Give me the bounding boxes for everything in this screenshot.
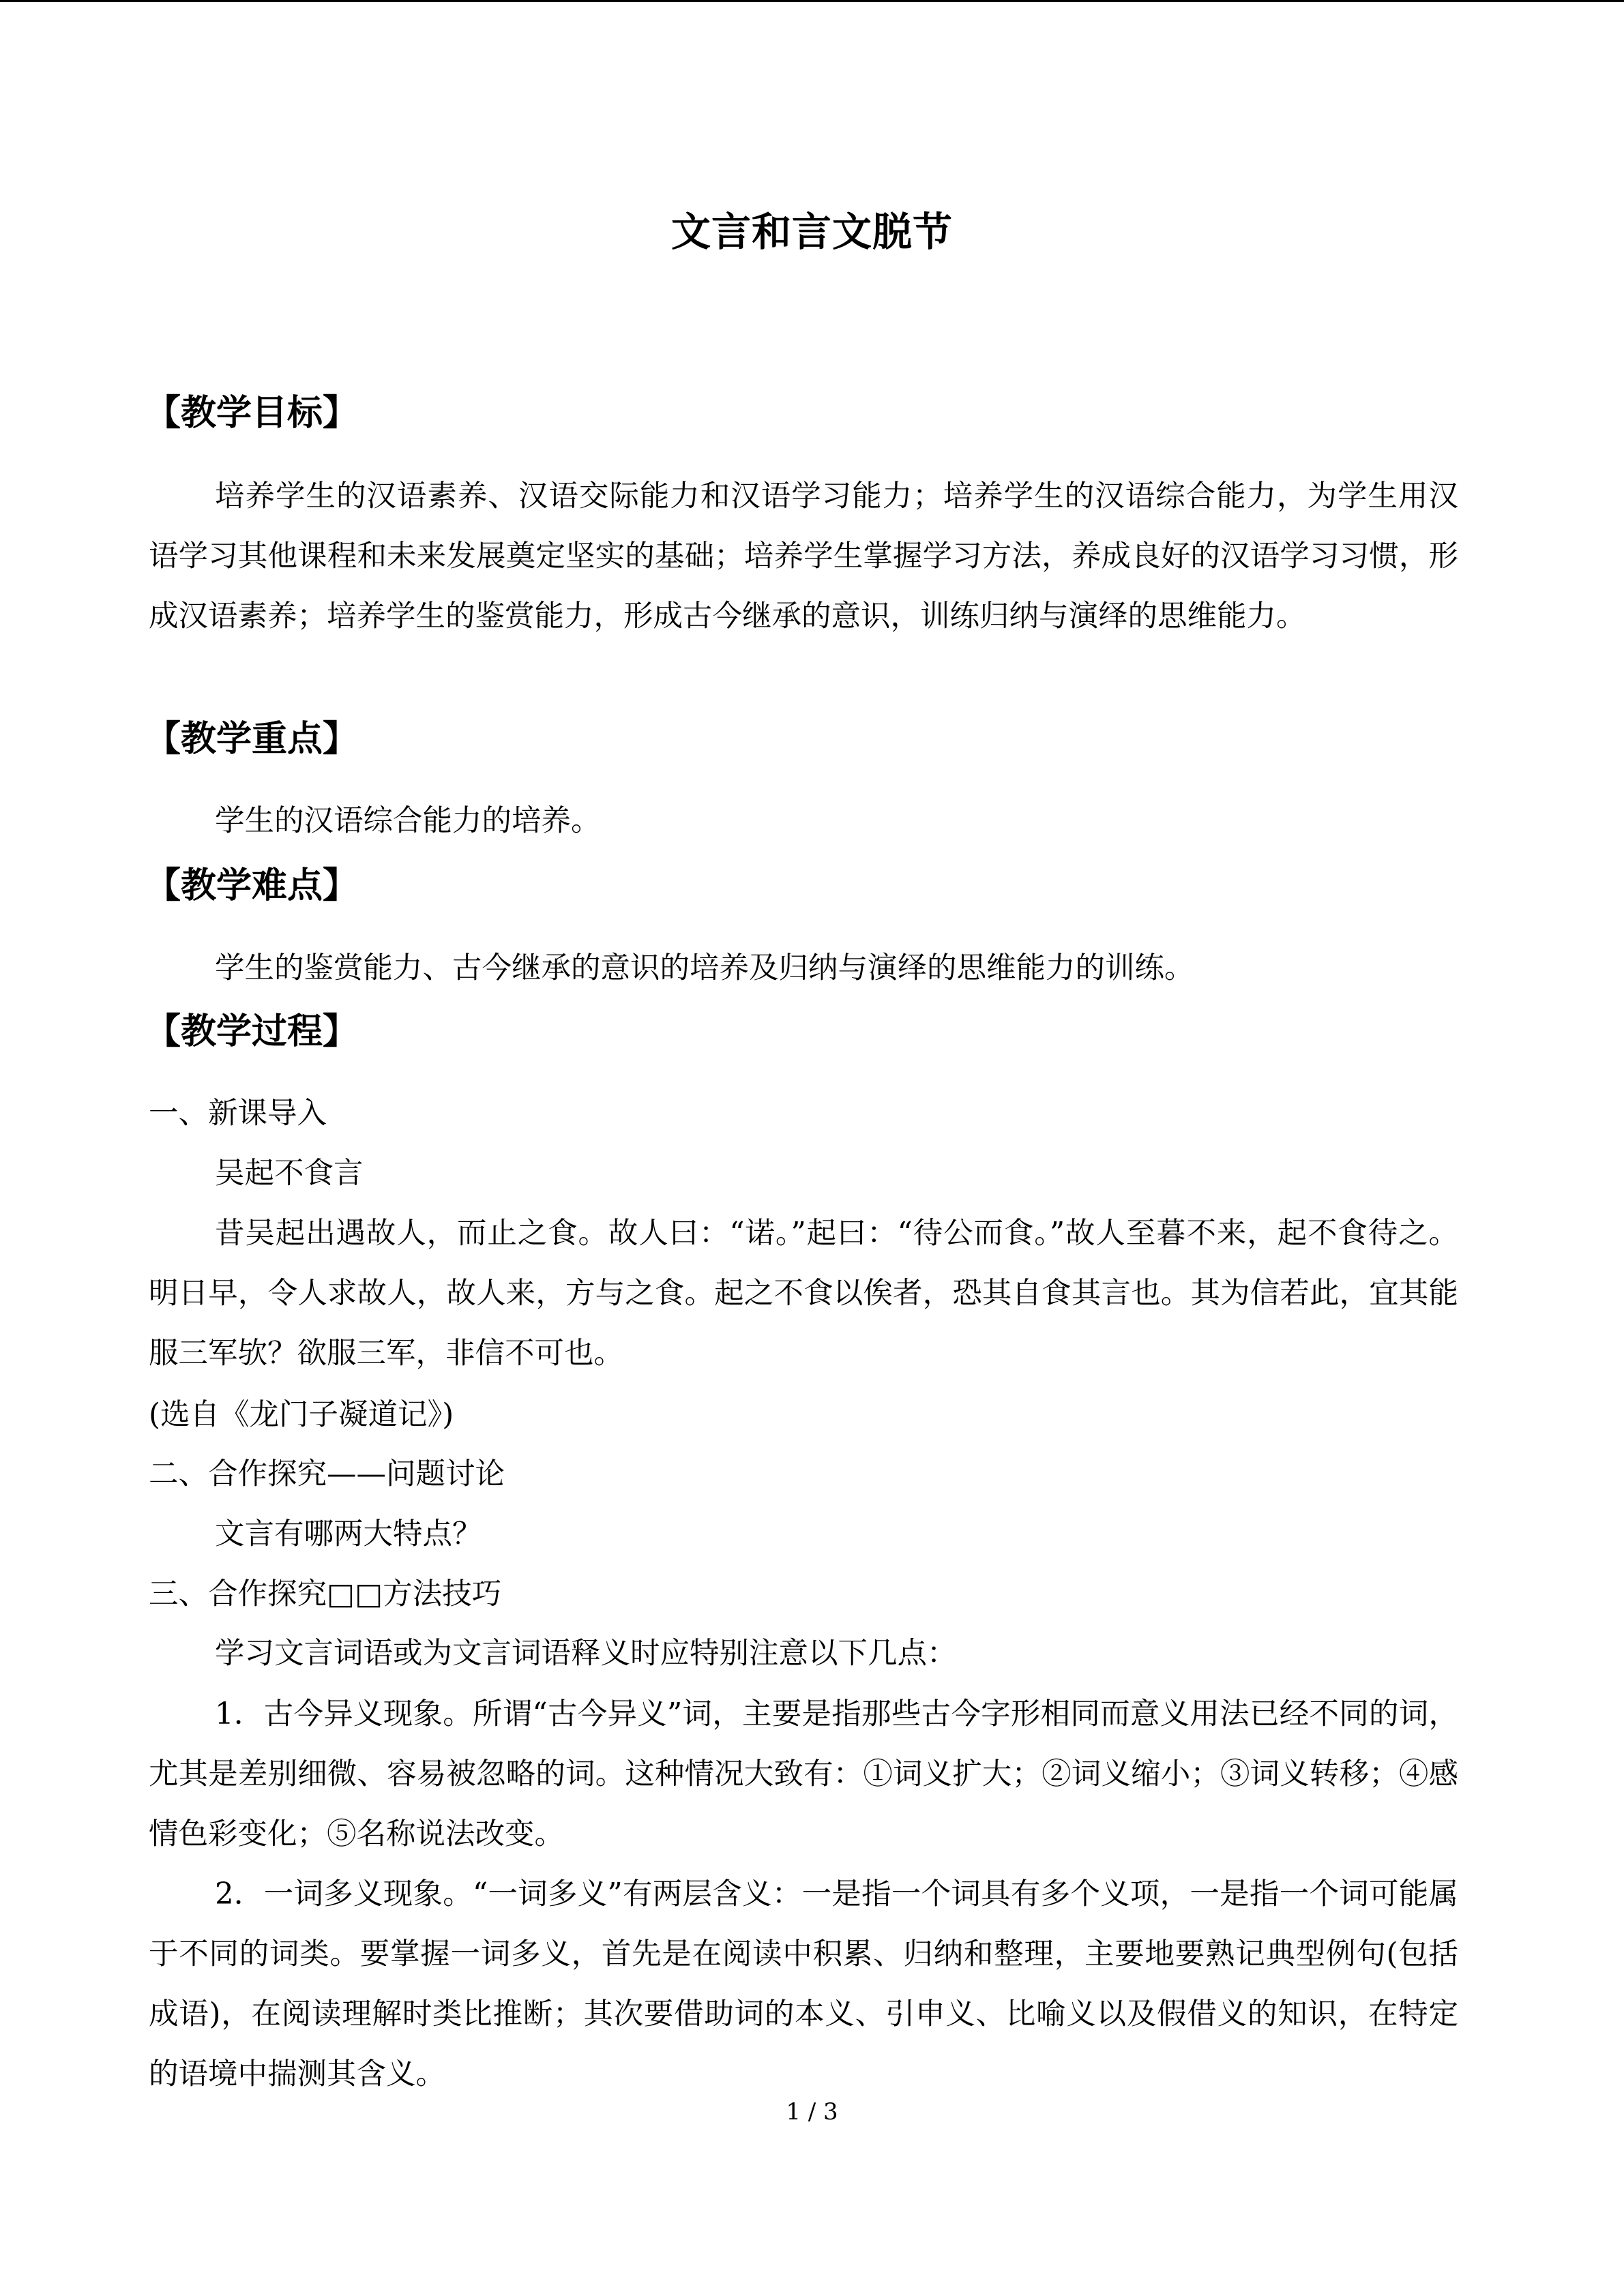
section-discussion-title: 二、合作探究——问题讨论 [149, 1457, 505, 1491]
difficulties-paragraph: 学生的鉴赏能力、古今继承的意识的培养及归纳与演绎的思维能力的训练。 [215, 951, 1194, 985]
section-intro-title: 一、新课导入 [149, 1097, 327, 1131]
story-paragraph: 昔吴起出遇故人，而止之食。故人曰：“诺。”起曰：“待公而食。”故人至暮不来，起不食待之。明日早，令人求故人，故人来，方与之食。起之不食以俟者，恐其自食其言也。其为信若此，宜其能服三军欤？欲服三军，非信不可也。 [149, 1217, 1458, 1371]
discussion-question: 文言有哪两大特点？ [215, 1517, 482, 1551]
heading-difficulties: 【教学难点】 [145, 865, 359, 906]
section-methods-title: 三、合作探究□□方法技巧 [149, 1577, 502, 1611]
story-title: 吴起不食言 [215, 1157, 364, 1191]
goals-paragraph: 培养学生的汉语素养、汉语交际能力和汉语学习能力；培养学生的汉语综合能力，为学生用汉语学习其他课程和未来发展奠定坚实的基础；培养学生掌握学习方法，养成良好的汉语学习习惯，形成汉语素养；培养学生的鉴赏能力，形成古今继承的意识，训练归纳与演绎的思维能力。 [149, 479, 1458, 633]
heading-teaching-goals: 【教学目标】 [145, 393, 359, 434]
page-title: 文言和言文脱节 [670, 209, 953, 255]
key-points-paragraph: 学生的汉语综合能力的培养。 [215, 804, 601, 838]
method-point-1: 1．古今异义现象。所谓“古今异义”词，主要是指那些古今字形相同而意义用法已经不同的词，尤其是差别细微、容易被忽略的词。这种情况大致有：①词义扩大；②词义缩小；③词义转移；④感情色彩变化；⑤名称说法改变。 [149, 1697, 1458, 1851]
top-border-line [0, 0, 1624, 2]
methods-intro: 学习文言词语或为文言词语释义时应特别注意以下几点： [215, 1637, 957, 1671]
heading-key-points: 【教学重点】 [145, 719, 359, 760]
story-source: (选自《龙门子凝道记》) [149, 1398, 454, 1432]
method-point-2: 2．一词多义现象。“一词多义”有两层含义：一是指一个词具有多个义项，一是指一个词可能属于不同的词类。要掌握一词多义，首先是在阅读中积累、归纳和整理，主要地要熟记典型例句(包括成语)，在阅读理解时类比推断；其次要借助词的本义、引申义、比喻义以及假借义的知识，在特定的语境中揣测其含义。 [149, 1877, 1458, 2091]
heading-teaching-process: 【教学过程】 [145, 1011, 359, 1052]
page-number: 1 / 3 [786, 2098, 838, 2126]
